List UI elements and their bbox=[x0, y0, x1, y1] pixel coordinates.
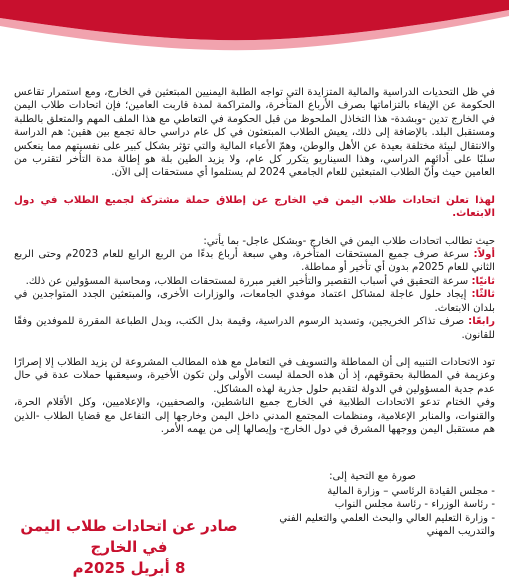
greeting-title: صورة مع التحية إلى: bbox=[329, 471, 416, 482]
demands-list bbox=[14, 248, 495, 342]
issue-date: 8 أبريل 2025م bbox=[72, 559, 186, 577]
demand-label: رابعًا: bbox=[468, 316, 495, 328]
issuer-name: صادر عن اتحادات طلاب اليمن في الخارج bbox=[20, 517, 238, 556]
intro-paragraph: في ظل التحديات الدراسية والمالية المتزايدة التي تواجه الطلبة اليمنيين المبتعثين في الخارج، ومع استمرار تقاعس الحكومة عن الإيفاء بالتزاماتها بصرف الأرباع المتأخرة، والمتراكمة لمدة قاربت العامين؛ فإن اتحادات طلاب اليمن في الخارج تدين -وبشدة- هذا التخاذل الملحوظ من قبل الحكومة في التعاطي مع هذا الملف المهم والمتعلق بالطلبة ومستقبل البلد. بالإضافة إلى ذلك، يعيش الطلاب المبتعثون في كل عام دراسي حالة تجمع بين هقين: هم الدراسة والانتقال لبيئة مختلفة بعيدة عن الأهل والوطن، وهمّ الأعباء المالية والتي تؤثر بشكل كبير على نفسيتهم مما ينعكس سلبًا على أدائهم الدراسي، وهذا السيناريو يتكرر كل عام، ولا يزيد الطين بلة هو إطالة مدة التأخر لتقترب من العامين حيث وأنّ الطلاب المتبعثين للعام الجامعي 2024 لم يستلموا أي مستحقات إلى الآن. bbox=[14, 87, 495, 179]
campaign-announcement: لهذا تعلن اتحادات طلاب اليمن في الخارج عن إطلاق حملة مشتركة لجميع الطلاب في دول الابتعاث. bbox=[14, 194, 495, 220]
demand-text: سرعة صرف جميع المستحقات المتأخرة، وهي سبعة أرباع بدءًا من الربع الرابع للعام 2023م وحتى الربع الثاني للعام 2025م بدون أي تأخير أو مماطلة. bbox=[14, 249, 495, 274]
warning-paragraph: تود الاتحادات التنبيه إلى أن المماطلة والتسويف في التعامل مع هذه المطالب المشروعة لن يزيد الطلاب إلا إصرارًا وعزيمة في المطالبة بحقوقهم، إذ أن هذه الحملة ليست الأولى ولن تكون الأخيرة، وسيعقبها حملات عدة في حال عدم جدية المسؤولين في الدولة لتقديم حلول جذرية لهذه المشاكل. bbox=[14, 356, 495, 395]
demand-item bbox=[14, 315, 495, 342]
demand-item bbox=[14, 248, 495, 275]
demand-label: أولاً: bbox=[473, 249, 495, 261]
issuer-block bbox=[14, 516, 244, 579]
demand-label: ثالثًا: bbox=[471, 289, 495, 301]
closing-paragraph: وفي الختام تدعو الاتحادات الطلابية في الخارج جميع الناشطين، والصحفيين، والإعلاميين، وكل الأقلام الحرة، والقنوات، والمنابر الإعلامية، ومنظمات المجتمع المدني داخل اليمن وخارجها إلى التفاعل مع قضايا الطلاب -الذين هم مستقبل اليمن ووجهها المشرق في دول الخارج- وإيصالها إلى من يهمه الأمر. bbox=[14, 397, 495, 435]
recipient-item: - وزارة التعليم العالي والبحث العلمي والتعليم الفني والتدريب المهني bbox=[279, 512, 495, 537]
recipient-item: - مجلس القيادة الرئاسي – وزارة المالية bbox=[327, 486, 495, 498]
demands-intro: حيث تطالب اتحادات طلاب اليمن في الخارج -وبشكل عاجل- بما يأتي: bbox=[203, 235, 495, 247]
demand-item bbox=[14, 275, 495, 288]
demand-text: إيجاد حلول عاجلة لمشاكل اعتماد موفدي الجامعات، والوزارات الأخرى، والمبتعثين الجدد المتواجدين في بلدان الابتعاث. bbox=[14, 289, 495, 314]
statement-body bbox=[14, 0, 495, 436]
demand-label: ثانيًا: bbox=[471, 275, 495, 287]
statement-footer bbox=[14, 470, 495, 580]
demand-item bbox=[14, 288, 495, 315]
recipient-item: - رئاسة الوزراء - رئاسة مجلس النواب bbox=[334, 499, 495, 511]
demand-text: صرف تذاكر الخريجين، وتسديد الرسوم الدراسية، وقيمة بدل الكتب، وبدل الطباعة المقررة للموفدين وفقًا للقانون. bbox=[14, 316, 495, 341]
greeting-block bbox=[250, 470, 495, 538]
demand-text: سرعة التحقيق في أسباب التقصير والتأخير الغير مبررة لمستحقات الطلاب، ومحاسبة المسؤولين عن ذلك. bbox=[25, 275, 469, 287]
